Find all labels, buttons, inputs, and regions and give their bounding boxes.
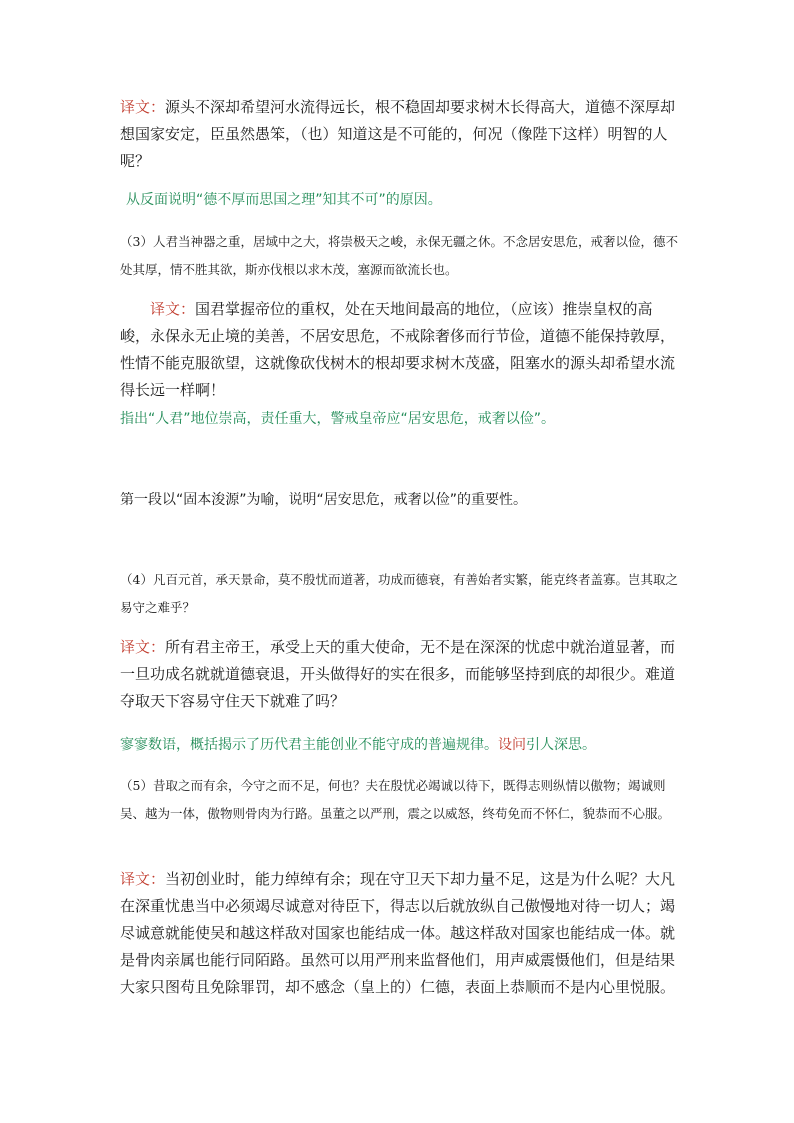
translation-label: 译文： — [120, 870, 166, 888]
translation-paragraph-2 — [120, 94, 680, 175]
translation-text: 源头不深却希望河水流得远长，根不稳固却要求树木长得高大，道德不深厚却想国家安定，臣虽然愚笨，（也）知道这是不可能的，何况（像陛下这样）明智的人呢？ — [120, 98, 676, 170]
original-text-3: （3）人君当神器之重，居域中之大，将崇极天之峻，永保无疆之休。不念居安思危，戒奢以俭，德不处其厚，情不胜其欲，斯亦伐根以求木茂，塞源而欲流长也。 — [120, 234, 678, 277]
translation-text: 所有君主帝王，承受上天的重大使命，无不是在深深的忧虑中就治道显著，而一旦功成名就就道德衰退，开头做得好的实在很多，而能够坚持到底的却很少。难道夺取天下容易守住天下就难了吗？ — [120, 638, 676, 710]
translation-label: 译文： — [120, 98, 166, 116]
translation-text: 国君掌握帝位的重权，处在天地间最高的地位，（应该）推崇皇权的高峻，永保永无止境的美善，不居安思危，不戒除奢侈而行节俭，道德不能保持敦厚，性情不能克服欲望，这就像砍伐树木的根却要求树木茂盛，阻塞水的源头却希望水流得长远一样啊！ — [120, 300, 676, 399]
original-text-5: （5）昔取之而有余，今守之而不足，何也？夫在殷忧必竭诚以待下，既得志则纵情以傲物；竭诚则吴、越为一体，傲物则骨肉为行路。虽董之以严刑，震之以威怒，终苟免而不怀仁，貌恭而不心服。 — [120, 778, 671, 821]
rhetorical-question-term: 设问 — [498, 737, 526, 753]
original-text-4: （4）凡百元首，承天景命，莫不殷忧而道著，功成而德衰，有善始者实繁，能克终者盖寡。岂其取之易守之难乎？ — [120, 572, 678, 615]
translation-label: 译文： — [150, 300, 196, 318]
translation-paragraph-3 — [120, 296, 680, 404]
analysis-comment-3: 指出“人君”地位崇高，责任重大，警戒皇帝应“居安思危，戒奢以俭”。 — [120, 411, 556, 427]
analysis-comment-4: 寥寥数语，概括揭示了历代君主能创业不能守成的普遍规律。设问引人深思。 — [120, 737, 596, 753]
translation-label: 译文： — [120, 638, 166, 656]
paragraph-summary: 第一段以“固本浚源”为喻，说明“居安思危，戒奢以俭”的重要性。 — [120, 492, 528, 508]
translation-paragraph-4 — [120, 634, 680, 715]
analysis-comment-2: 从反面说明“德不厚而思国之理”知其不可”的原因。 — [126, 192, 442, 208]
translation-paragraph-5 — [120, 866, 680, 1001]
translation-text: 当初创业时，能力绰绰有余；现在守卫天下却力量不足，这是为什么呢？大凡在深重忧患当中必须竭尽诚意对待臣下，得志以后就放纵自己傲慢地对待一切人；竭尽诚意就能使吴和越这样敌对国家也能结成一体。越这样敌对国家也能结成一体。就是骨肉亲属也能行同陌路。虽然可以用严刑来监督他们，用声威震慑他们，但是结果大家只图苟且免除罪罚，却不感念（皇上的）仁德，表面上恭顺而不是内心里悦服。 — [120, 870, 676, 996]
